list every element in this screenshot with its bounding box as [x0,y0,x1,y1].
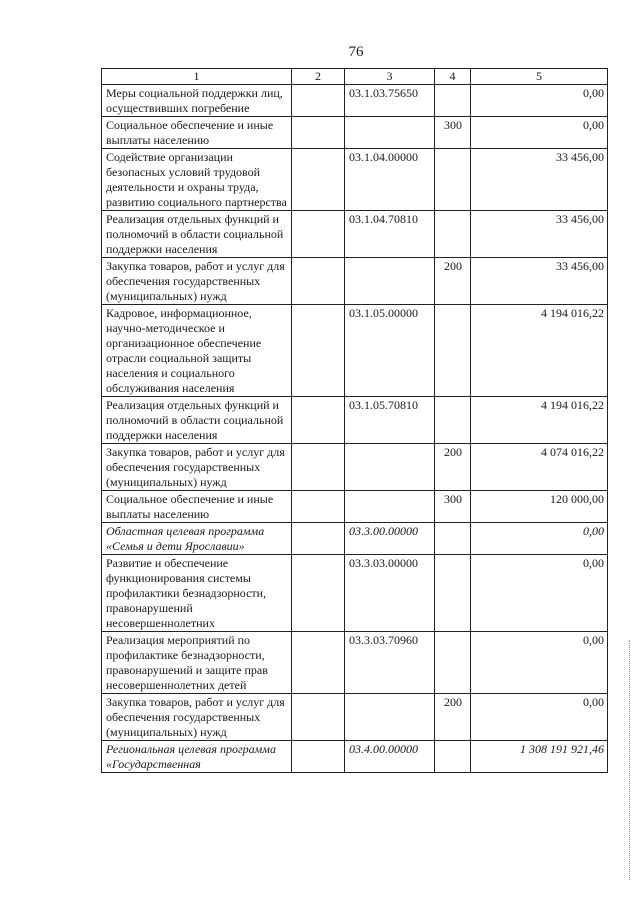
row-amount-cell: 120 000,00 [471,491,608,523]
row-code-cell: 03.1.03.75650 [345,85,435,117]
row-name-cell: Содействие организации безопасных условий трудовой деятельности и охраны труда, развитию социального партнерства [102,149,292,211]
row-amount-cell: 0,00 [471,523,608,555]
row-code-cell: 03.1.04.00000 [345,149,435,211]
row-type-cell: 200 [435,258,471,305]
row-amount-cell: 33 456,00 [471,258,608,305]
row-amount-cell: 33 456,00 [471,149,608,211]
row-name-cell: Социальное обеспечение и иные выплаты населению [102,491,292,523]
row-col2-cell [292,523,345,555]
row-name-cell: Региональная целевая программа «Государственная [102,741,292,773]
row-type-cell [435,211,471,258]
page-number: 76 [348,44,364,60]
row-name-cell: Закупка товаров, работ и услуг для обеспечения государственных (муниципальных) нужд [102,444,292,491]
row-amount-cell: 0,00 [471,117,608,149]
row-code-cell [345,117,435,149]
row-type-cell: 200 [435,694,471,741]
row-name-cell: Реализация отдельных функций и полномочий в области социальной поддержки населения [102,397,292,444]
row-type-cell [435,523,471,555]
row-name-cell: Реализация отдельных функций и полномочий в области социальной поддержки населения [102,211,292,258]
row-code-cell: 03.3.03.00000 [345,555,435,632]
table-row [102,305,608,397]
header-col-5: 5 [471,69,608,85]
row-code-cell [345,258,435,305]
row-code-cell: 03.1.04.70810 [345,211,435,258]
table-row [102,117,608,149]
row-col2-cell [292,555,345,632]
header-col-2: 2 [292,69,345,85]
row-col2-cell [292,117,345,149]
table-row [102,523,608,555]
row-type-cell [435,85,471,117]
row-amount-cell: 1 308 191 921,46 [471,741,608,773]
row-col2-cell [292,491,345,523]
table-row [102,555,608,632]
row-col2-cell [292,694,345,741]
table-row [102,741,608,773]
row-amount-cell: 0,00 [471,555,608,632]
row-code-cell [345,444,435,491]
row-name-cell: Социальное обеспечение и иные выплаты населению [102,117,292,149]
row-col2-cell [292,741,345,773]
row-code-cell: 03.3.00.00000 [345,523,435,555]
row-code-cell: 03.4.00.00000 [345,741,435,773]
header-col-1: 1 [102,69,292,85]
row-name-cell: Реализация мероприятий по профилактике безнадзорности, правонарушений и защите прав несовершеннолетних детей [102,632,292,694]
row-type-cell: 200 [435,444,471,491]
row-type-cell [435,149,471,211]
table-row [102,632,608,694]
table-header-row [102,69,608,85]
row-code-cell: 03.1.05.00000 [345,305,435,397]
header-col-4: 4 [435,69,471,85]
row-name-cell: Меры социальной поддержки лиц, осуществивших погребение [102,85,292,117]
table-row [102,258,608,305]
table-row [102,694,608,741]
row-col2-cell [292,149,345,211]
row-type-cell: 300 [435,491,471,523]
budget-table [101,68,608,773]
row-name-cell: Закупка товаров, работ и услуг для обеспечения государственных (муниципальных) нужд [102,694,292,741]
row-amount-cell: 33 456,00 [471,211,608,258]
row-col2-cell [292,85,345,117]
table-row [102,491,608,523]
row-col2-cell [292,258,345,305]
row-col2-cell [292,632,345,694]
row-col2-cell [292,397,345,444]
row-amount-cell: 0,00 [471,694,608,741]
row-type-cell [435,741,471,773]
row-type-cell [435,305,471,397]
row-code-cell: 03.3.03.70960 [345,632,435,694]
row-amount-cell: 4 194 016,22 [471,305,608,397]
table-row [102,397,608,444]
scan-edge-marks [629,640,632,880]
table-row [102,149,608,211]
row-code-cell [345,694,435,741]
table-row [102,85,608,117]
row-col2-cell [292,444,345,491]
row-amount-cell: 0,00 [471,85,608,117]
row-code-cell [345,491,435,523]
row-code-cell: 03.1.05.70810 [345,397,435,444]
row-amount-cell: 4 074 016,22 [471,444,608,491]
row-col2-cell [292,305,345,397]
row-name-cell: Закупка товаров, работ и услуг для обеспечения государственных (муниципальных) нужд [102,258,292,305]
row-type-cell [435,555,471,632]
table-row [102,211,608,258]
table-row [102,444,608,491]
row-amount-cell: 0,00 [471,632,608,694]
row-col2-cell [292,211,345,258]
row-name-cell: Развитие и обеспечение функционирования системы профилактики безнадзорности, правонарушений несовершеннолетних [102,555,292,632]
row-type-cell [435,632,471,694]
row-type-cell: 300 [435,117,471,149]
row-name-cell: Кадровое, информационное, научно-методическое и организационное обеспечение отрасли социальной защиты населения и социального обслуживания населения [102,305,292,397]
row-type-cell [435,397,471,444]
row-amount-cell: 4 194 016,22 [471,397,608,444]
row-name-cell: Областная целевая программа «Семья и дети Ярославии» [102,523,292,555]
header-col-3: 3 [345,69,435,85]
